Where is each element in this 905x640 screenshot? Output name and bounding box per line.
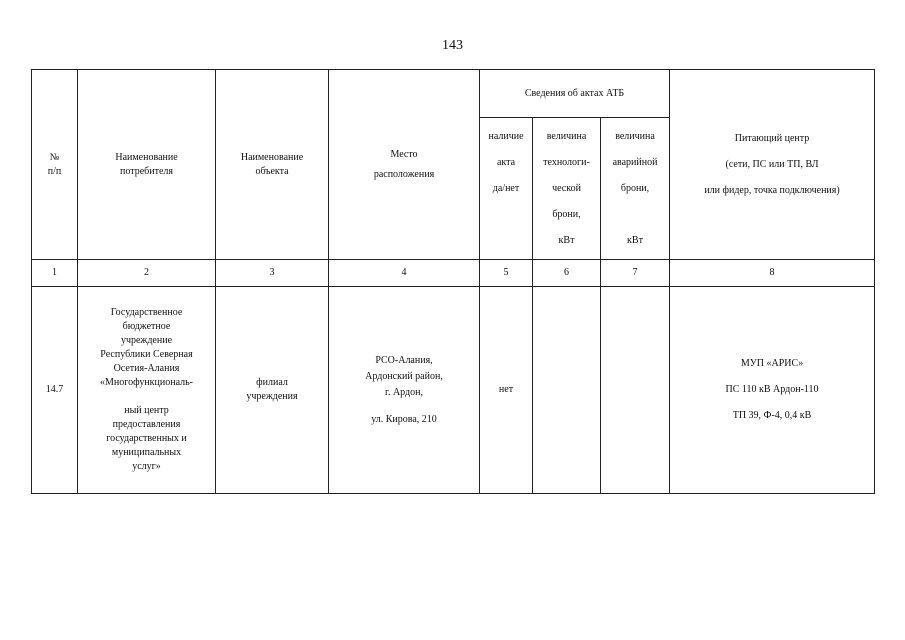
column-number: 1 — [32, 260, 78, 287]
header-atb-group: Сведения об актах АТБ — [480, 70, 670, 118]
column-number: 4 — [329, 260, 480, 287]
row-consumer: Государственное бюджетное учреждение Республики Северная Осетия-Алания «Многофункциональ- ный центр предоставления государственных и муниципальных услуг» — [78, 287, 216, 494]
row-tech-reserve — [533, 287, 601, 494]
header-power-center: Питающий центр (сети, ПС или ТП, ВЛ или фидер, точка подключения) — [670, 70, 875, 260]
table-row — [32, 287, 875, 494]
header-location: Место расположения — [329, 70, 480, 260]
column-number: 6 — [533, 260, 601, 287]
row-atb-presence: нет — [480, 287, 533, 494]
page-number: 143 — [442, 38, 463, 53]
column-number: 5 — [480, 260, 533, 287]
header-emergency-reserve: величина аварийной брони, кВт — [601, 118, 670, 260]
row-object: филиал учреждения — [216, 287, 329, 494]
row-power-center: МУП «АРИС» ПС 110 кВ Ардон-110 ТП 39, Ф-4, 0,4 кВ — [670, 287, 875, 494]
row-num: 14.7 — [32, 287, 78, 494]
row-emergency-reserve — [601, 287, 670, 494]
header-consumer: Наименование потребителя — [78, 70, 216, 260]
column-number-row — [32, 260, 875, 287]
atb-table — [31, 69, 875, 494]
column-number: 2 — [78, 260, 216, 287]
header-atb-presence: наличие акта да/нет — [480, 118, 533, 260]
row-location: РСО-Алания, Ардонский район, г. Ардон, ул. Кирова, 210 — [329, 287, 480, 494]
column-number: 7 — [601, 260, 670, 287]
header-object: Наименование объекта — [216, 70, 329, 260]
header-num: № п/п — [32, 70, 78, 260]
column-number: 8 — [670, 260, 875, 287]
header-tech-reserve: величина технологи- ческой брони, кВт — [533, 118, 601, 260]
column-number: 3 — [216, 260, 329, 287]
